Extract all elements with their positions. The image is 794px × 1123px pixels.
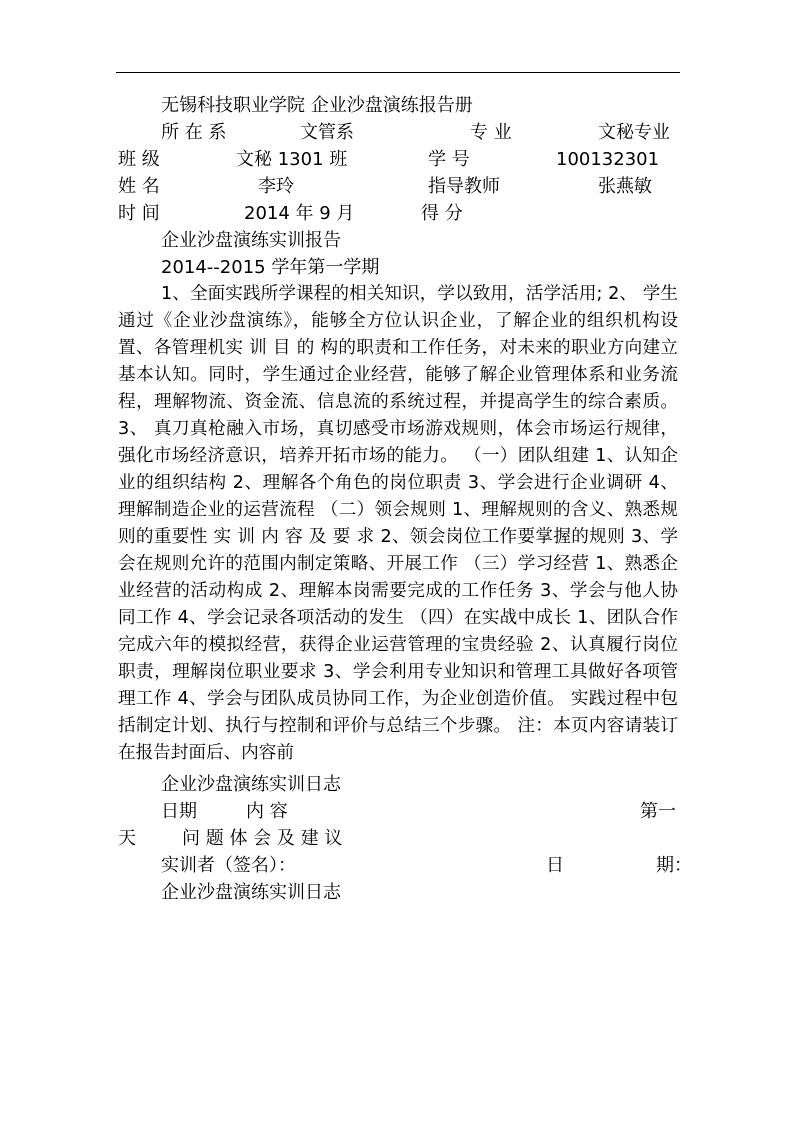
class-label: 班 级 — [118, 149, 160, 170]
log-day-char: 天 — [118, 828, 136, 849]
report-term: 2014--2015 学年第一学期 — [161, 257, 380, 278]
info-row-class — [118, 146, 678, 173]
info-row-name — [118, 173, 678, 200]
advisor-value: 张燕敏 — [598, 176, 652, 197]
document-title: 无锡科技职业学院 企业沙盘演练报告册 — [161, 95, 473, 116]
log-title: 企业沙盘演练实训日志 — [161, 774, 341, 795]
signer-label: 实训者（签名）： — [161, 855, 296, 876]
time-label: 时 间 — [118, 203, 160, 224]
log-day-first: 第一 — [640, 801, 676, 822]
document-body — [118, 92, 692, 906]
score-label: 得 分 — [421, 203, 463, 224]
info-row-department — [118, 119, 678, 146]
class-value: 文秘 1301 班 — [236, 149, 348, 170]
log-title-2: 企业沙盘演练实训日志 — [161, 882, 341, 903]
name-label: 姓 名 — [118, 176, 160, 197]
log-signature-row — [118, 852, 692, 879]
date-label-2: 期： — [656, 855, 692, 876]
log-content-column: 内 容 — [246, 801, 288, 822]
log-problems: 问 题 体 会 及 建 议 — [182, 828, 343, 849]
report-body: 1、全面实践所学课程的相关知识，学以致用，活学活用; 2、 学生通过《企业沙盘演练》，能够全方位认识企业，了解企业的组织机构设置、各管理机实 训 目 的 构的职责和工作任务，对未来的职业方向建立基本认知。同时，学生通过企业经营，能够了解企业管理体系和业务流程，理解物流、资金流、信息流的系统过程，并提高学生的综合素质。 3、 真刀真枪融入市场，真切感受市场游戏规则，体会市场运行规律，强化市场经济意识，培养开拓市场的能力。 （一）团队组建 1、认知企业的组织结构 2、理解各个角色的岗位职责 3、学会进行企业调研 4、理解制造企业的运营流程 （二）领会规则 1、理解规则的含义、熟悉规则的重要性 实 训 内 容 及 要 求 2、领会岗位工作要掌握的规则 3、学会在规则允许的范围内制定策略、开展工作 （三）学习经营 1、熟悉企业经营的活动构成 2、理解本岗需要完成的工作任务 3、学会与他人协同工作 4、学会记录各项活动的发生 （四）在实战中成长 1、团队合作完成六年的模拟经营，获得企业运营管理的宝贵经验 2、认真履行岗位职责，理解岗位职业要求 3、学会利用专业知识和管理工具做好各项管理工作 4、学会与团队成员协同工作，为企业创造价值。 实践过程中包括制定计划、执行与控制和评价与总结三个步骤。 注：本页内容请装订在报告封面后、内容前 — [118, 284, 678, 763]
advisor-label: 指导教师 — [428, 176, 500, 197]
department-label: 所 在 系 — [161, 122, 227, 143]
student-id-label: 学 号 — [428, 149, 470, 170]
info-row-time — [118, 200, 678, 227]
name-value: 李玲 — [258, 176, 294, 197]
department-value: 文管系 — [300, 122, 354, 143]
major-value: 文秘专业 — [598, 122, 670, 143]
log-header-row — [118, 798, 678, 825]
log-date-column: 日期 — [161, 801, 197, 822]
date-label: 日 — [546, 855, 564, 876]
header-rule — [116, 72, 680, 73]
student-id-value: 100132301 — [556, 149, 660, 170]
log-row-problems — [118, 825, 678, 852]
time-value: 2014 年 9 月 — [244, 203, 355, 224]
major-label: 专 业 — [470, 122, 512, 143]
report-title: 企业沙盘演练实训报告 — [161, 230, 341, 251]
